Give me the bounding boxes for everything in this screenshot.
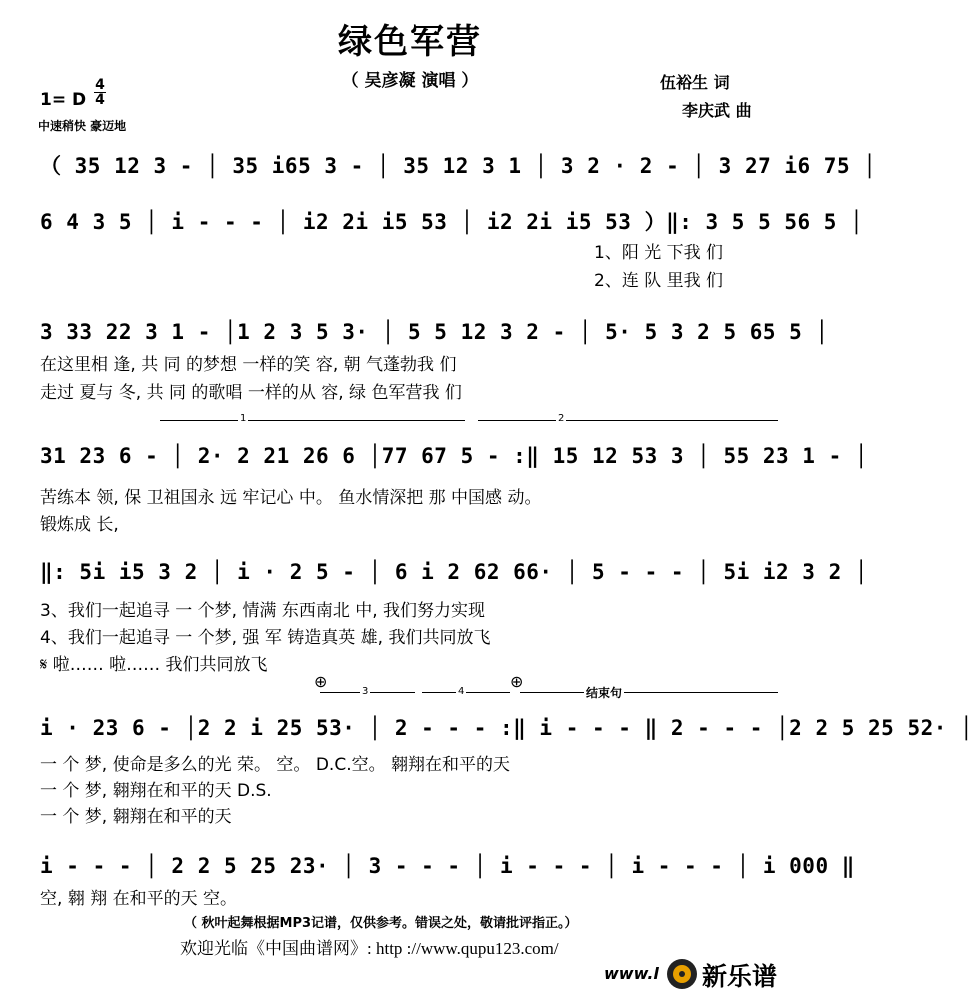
lyric-row-6-verse-2: 一 个 梦, 翱翔在和平的天 D.S. <box>40 781 272 801</box>
coda-sign-2: ⊕ <box>510 672 524 691</box>
volta-number-3: 3 <box>362 686 369 697</box>
lyric-row-6-verse-1: 一 个 梦, 使命是多么的光 荣。 空。 D.C.空。 翱翔在和平的天 <box>40 755 510 775</box>
lyric-row-7: 空, 翱 翔 在和平的天 空。 <box>40 889 238 909</box>
lyric-row-5-verse-4: 4、我们一起追寻 一 个梦, 强 军 铸造真英 雄, 我们共同放飞 <box>40 628 491 648</box>
volta-bracket-2 <box>478 420 778 421</box>
key-signature: 1= D <box>40 90 87 110</box>
lyric-row-2-verse-1: 1、阳 光 下我 们 <box>594 243 724 263</box>
time-top: 4 <box>95 77 105 93</box>
notation-row-5: ‖: 5i i5 3 2 │ i · 2 5 - │ 6 i 2 62 66· │ 5 - - - │ 5i i2 3 2 │ <box>40 560 869 584</box>
time-bottom: 4 <box>95 92 105 108</box>
coda-sign-1: ⊕ <box>314 672 328 691</box>
lyric-row-5-la: 𝄋 啦…… 啦…… 我们共同放飞 <box>40 655 268 675</box>
volta-number-1: 1 <box>240 413 247 424</box>
composer: 李庆武 曲 <box>682 101 752 120</box>
lyric-row-3-verse-2: 走过 夏与 冬, 共 同 的歌唱 一样的从 容, 绿 色军营我 们 <box>40 383 462 403</box>
notation-row-6: i · 23 6 - │2 2 i 25 53· │ 2 - - - :‖ i - - - ‖ 2 - - - │2 2 5 25 52· │ <box>40 716 973 740</box>
notation-row-4: 31 23 6 - │ 2· 2 21 26 6 │77 67 5 - :‖ 15 12 53 3 │ 55 23 1 - │ <box>40 444 869 468</box>
time-signature <box>94 78 106 107</box>
tempo-marking: 中速稍快 豪迈地 <box>38 119 127 133</box>
website-link[interactable]: 欢迎光临《中国曲谱网》: http ://www.qupu123.com/ <box>180 939 559 958</box>
brand-logo <box>604 954 814 994</box>
transcription-note: （ 秋叶起舞根据MP3记谱，仅供参考。错误之处，敬请批评指正。） <box>184 916 578 931</box>
lyric-row-3-verse-1: 在这里相 逢, 共 同 的梦想 一样的笑 容, 朝 气蓬勃我 们 <box>40 355 457 375</box>
brand-name: 新乐谱 <box>702 962 778 991</box>
notation-row-7: i - - - │ 2 2 5 25 23· │ 3 - - - │ i - - - │ i - - - │ i 000 ‖ <box>40 854 855 878</box>
lyric-row-4-verse-2: 锻炼成 长, <box>40 515 119 535</box>
volta-number-4: 4 <box>458 686 465 697</box>
notation-row-3: 3 33 22 3 1 - │1 2 3 5 3· │ 5 5 12 3 2 - │ 5· 5 3 2 5 65 5 │ <box>40 320 829 344</box>
brand-prefix: www.l <box>604 964 659 983</box>
lyric-row-6-verse-3: 一 个 梦, 翱翔在和平的天 <box>40 807 232 827</box>
volta-number-2: 2 <box>558 413 565 424</box>
singer-line: （ 吴彦凝 演唱 ） <box>341 71 479 91</box>
volta-bracket-1 <box>160 420 465 421</box>
notation-row-2: 6 4 3 5 │ i - - - │ i2 2i i5 53 │ i2 2i i5 53 ）‖: 3 5 5 56 5 │ <box>40 210 864 234</box>
ending-label: 结束句 <box>586 686 623 700</box>
lyric-row-2-verse-2: 2、连 队 里我 们 <box>594 271 724 291</box>
song-title: 绿色军营 <box>338 22 482 62</box>
record-disc-icon <box>666 958 698 990</box>
notation-row-1: （ 35 12 3 - │ 35 i65 3 - │ 35 12 3 1 │ 3 2 · 2 - │ 3 27 i6 75 │ <box>40 154 877 178</box>
lyricist: 伍裕生 词 <box>660 73 730 92</box>
lyric-row-5-verse-3: 3、我们一起追寻 一 个梦, 情满 东西南北 中, 我们努力实现 <box>40 601 486 621</box>
lyric-row-4-verse-1: 苦练本 领, 保 卫祖国永 远 牢记心 中。 鱼水情深把 那 中国感 动。 <box>40 488 542 508</box>
ending-bracket <box>520 692 778 693</box>
